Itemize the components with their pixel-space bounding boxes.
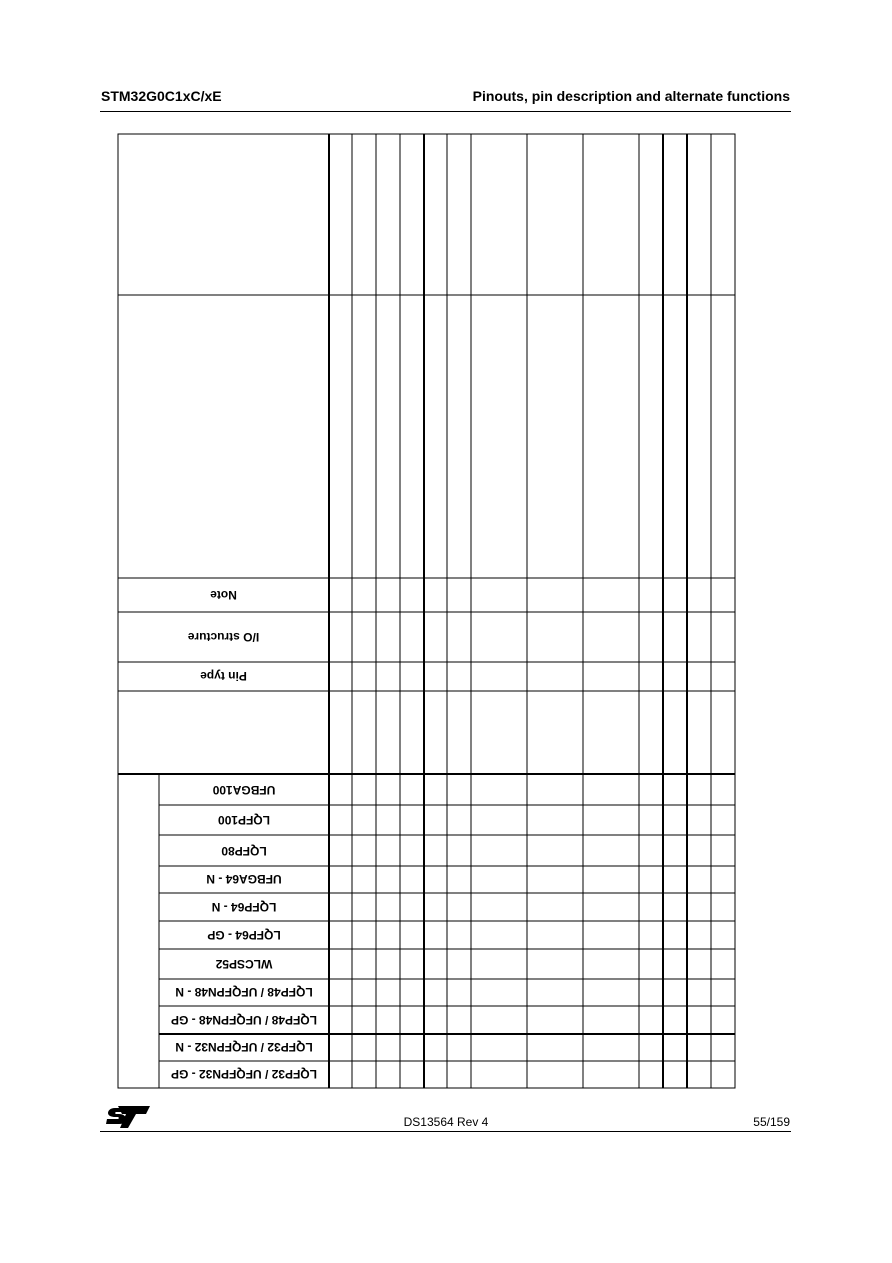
- package-label: UFBGA100: [212, 783, 276, 797]
- package-label: LQFP32 / UFQFPN32 - N: [175, 1040, 313, 1054]
- document-title: STM32G0C1xC/xE: [101, 88, 222, 104]
- package-label: LQFP64 - N: [211, 900, 277, 914]
- package-label: LQFP100: [217, 813, 271, 827]
- table-border: [118, 134, 735, 1088]
- note-header: Note: [210, 588, 237, 602]
- io-structure-header: I/O structure: [187, 630, 260, 644]
- footer-divider: [100, 1131, 791, 1132]
- section-title: Pinouts, pin description and alternate functions: [472, 88, 790, 104]
- package-label: LQFP64 - GP: [207, 928, 281, 942]
- package-label: LQFP48 / UFQFPN48 - N: [175, 985, 313, 999]
- page-number: 55/159: [753, 1115, 790, 1129]
- package-label: WLCSP52: [215, 957, 273, 971]
- document-id: DS13564 Rev 4: [403, 1115, 489, 1129]
- package-label: LQFP48 / UFQFPN48 - GP: [170, 1013, 318, 1027]
- package-label: UFBGA64 - N: [206, 872, 282, 886]
- package-label: LQFP32 / UFQFPN32 - GP: [170, 1067, 318, 1081]
- package-label: LQFP80: [221, 844, 267, 858]
- pin-type-header: Pin type: [200, 669, 247, 683]
